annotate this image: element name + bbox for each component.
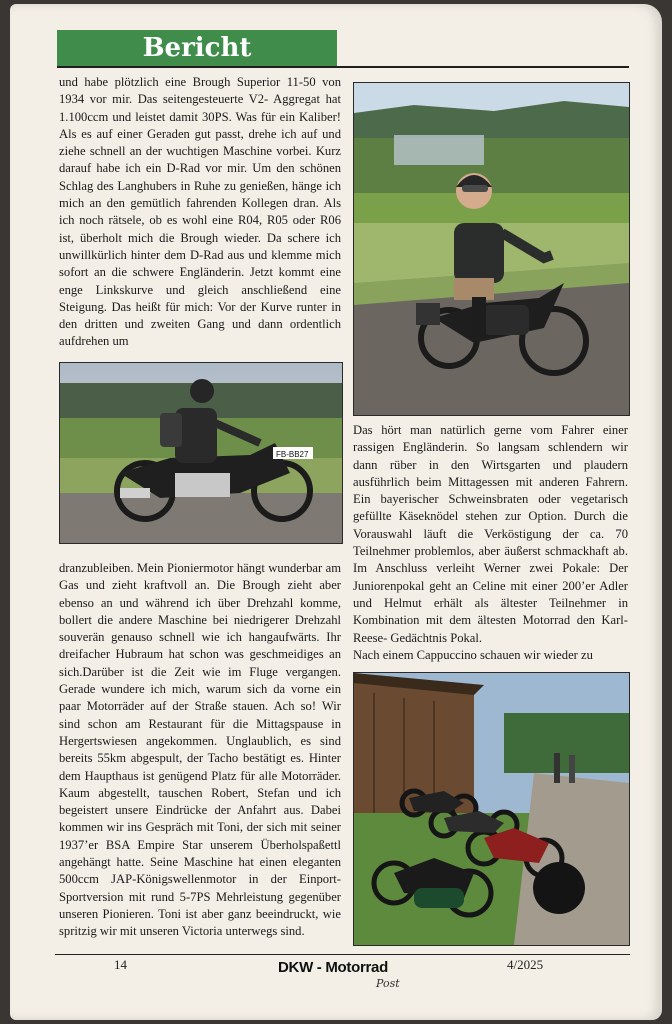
- header-divider: [57, 66, 629, 68]
- article-column-right: [353, 422, 628, 664]
- logo-main-text: DKW - Motorrad: [278, 959, 388, 976]
- photo-rider-on-road: [353, 82, 630, 416]
- page-number: 14: [114, 957, 127, 972]
- rider-photo-graphic: [354, 83, 629, 415]
- license-plate-text: FB-BB27: [276, 450, 309, 459]
- article-column-left-top: [59, 74, 341, 351]
- magazine-logo: [278, 959, 398, 999]
- issue-number: 4/2025: [507, 957, 544, 972]
- logo-sub-text: Post: [376, 977, 400, 990]
- lineup-photo-graphic: [354, 673, 629, 945]
- photo-brough-rider: [59, 362, 343, 544]
- article-paragraph: und habe plötzlich eine Brough Superior 11-50 von 1934 vor mir. Das seitengesteuerte V2- Aggregat hat 1.100ccm und leistet damit 30PS. Was für ein Kaliber! Als es auf einer Geraden gut passt, drehe ich auf und ziehe schnell an der wuchtigen Maschine vorbei. Kurz darauf habe ich ein D-Rad vor mir. Um den schönen Schlag des Langhubers in Ruhe zu genießen, hänge ich mich an den gemütlich fahrenden Kollegen dran. Als ich noch rätsele, ob es wohl eine R04, R05 oder R06 ist, überholt mich die Brough wieder. Da schere ich unwillkürlich hinter dem D-Rad aus und klemme mich sofort an die schwere Engländerin. Jetzt kommt eine enge Linkskurve und gleich anschließend eine Steigung. Das heißt für mich: Vor der Kurve runter in den dritten und zweiten Gang und dann ordentlich aufdrehen um: [59, 75, 341, 349]
- footer-divider: [55, 954, 630, 955]
- brough-photo-graphic: [60, 363, 342, 543]
- article-column-left-bottom: [59, 560, 341, 941]
- photo-motorcycle-lineup: [353, 672, 630, 946]
- section-header: Bericht: [57, 30, 337, 66]
- magazine-page: [10, 4, 662, 1020]
- article-paragraph: Nach einem Cappuccino schauen wir wieder zu: [353, 647, 593, 662]
- article-paragraph: dranzubleiben. Mein Pioniermotor hängt wunderbar am Gas und zieht kraftvoll an. Die Brough zieht aber ebenso an und während ich über Drehzahl komme, bollert die andere Maschine bei niedrigerer Drehzahl souverän genauso schnell wie ich hangaufwärts. Ihr dreifacher Hubraum hat schon was geschmeidiges an sich.Darüber ist die Zeit wie im Fluge vergangen. Gerade wundere ich mich, warum sich da vorne ein paar Motorräder auf der Straße stauen. Ach so! Wir sind schon am Restaurant für die Mittagspause in Hergertswiesen angekommen. Unglaublich, es sind bereits 55km abgespult, der Tacho bestätigt es. Hinter dem Haupthaus ist genügend Platz für alle Motorräder. Kaum abgestellt, tauschen Robert, Stefan und ich begeistert unsere Eindrücke der Anfahrt aus. Dabei kommen wir ins Gespräch mit Toni, der sich mit seiner 1937’er BSA Empire Star unserem Überholspaßettl angehängt hatte. Seine Maschine hat einen eleganten 500ccm JAP-Königswellenmotor in der Einport- Sportversion mit rund 5-7PS Mehrleistung gegenüber unseren Pionieren. Toni ist aber ganz beeindruckt, wie spritzig wir mit unseren Victoria unterwegs sind.: [59, 561, 341, 939]
- article-paragraph: Das hört man natürlich gerne vom Fahrer einer rassigen Engländerin. So langsam schlendern wir dann rüber in den Wirtsgarten und plaudern ausführlich beim Mittagessen mit anderen Fahrern. Ein bayerischer Schweinsbraten oder vegetarisch gefüllte Käseknödel stehen zur Option. Durch die Vorauswahl läuft die Verköstigung der ca. 70 Teilnehmer problemlos, aber äußerst schmackhaft ab. Im Anschluss verleiht Werner zwei Pokale: Der Juniorenpokal geht an Celine mit einer 200’er Adler und Helmut erhält als ältester Teilnehmer in Kombination mit dem ältesten Motorrad den Karl- Reese- Gedächtnis Pokal.: [353, 423, 628, 645]
